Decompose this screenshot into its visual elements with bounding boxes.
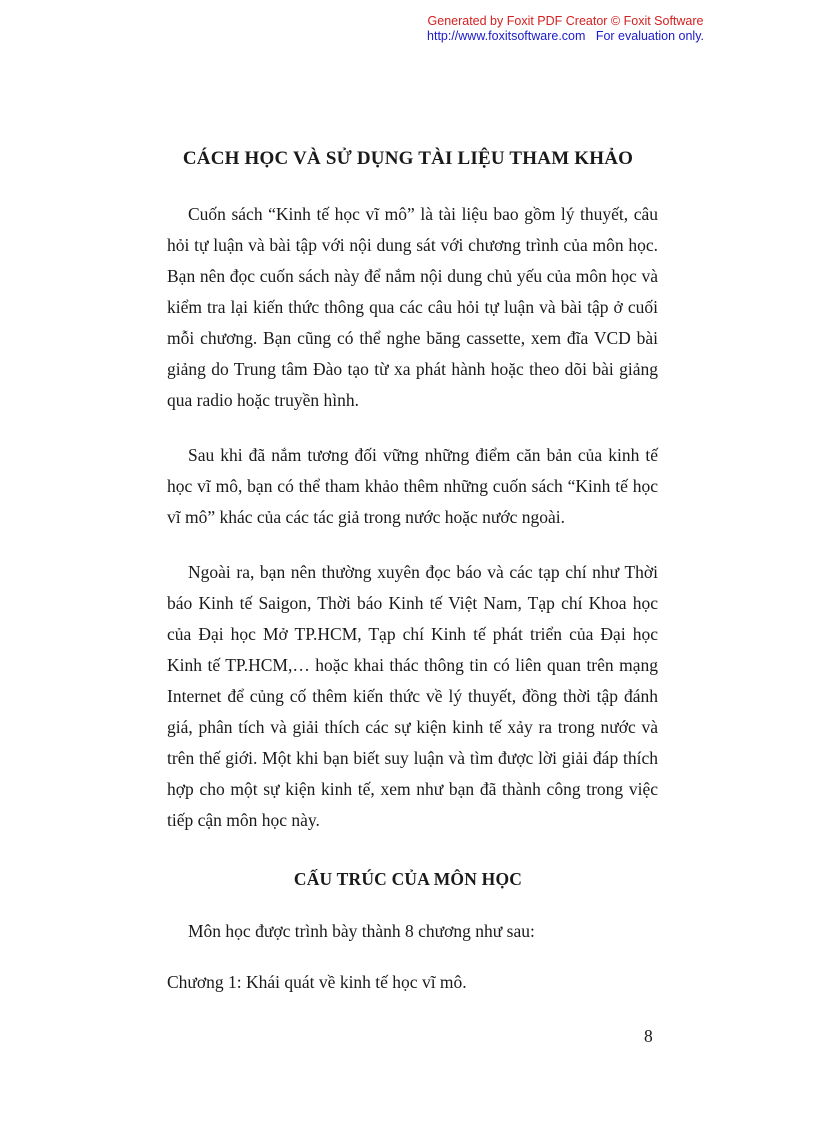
watermark-line-1: Generated by Foxit PDF Creator © Foxit Software <box>427 14 704 28</box>
chapter-1-line: Chương 1: Khái quát về kinh tế học vĩ mô. <box>167 972 467 992</box>
watermark-line-2 <box>427 29 704 44</box>
paragraph-3: Ngoài ra, bạn nên thường xuyên đọc báo và các tạp chí như Thời báo Kinh tế Saigon, Thời báo Kinh tế Việt Nam, Tạp chí Khoa học của Đại học Mở TP.HCM, Tạp chí Kinh tế phát triển của Đại học Kinh tế TP.HCM,… hoặc khai thác thông tin có liên quan trên mạng Internet để củng cố thêm kiến thức về lý thuyết, đồng thời tập đánh giá, phân tích và giải thích các sự kiện kinh tế xảy ra trong nước và trên thế giới. Một khi bạn biết suy luận và tìm được lời giải đáp thích hợp cho một sự kiện kinh tế, xem như bạn đã thành công trong việc tiếp cận môn học này. <box>167 562 658 830</box>
watermark-link[interactable]: http://www.foxitsoftware.com <box>427 29 586 43</box>
paragraph-2: Sau khi đã nắm tương đối vững những điểm căn bản của kinh tế học vĩ mô, bạn có thể tham khảo thêm những cuốn sách “Kinh tế học vĩ mô” khác của các tác giả trong nước hoặc nước ngoài. <box>167 445 658 527</box>
structure-intro: Môn học được trình bày thành 8 chương như sau: <box>188 921 535 941</box>
foxit-watermark <box>427 14 704 44</box>
paragraph-1: Cuốn sách “Kinh tế học vĩ mô” là tài liệu bao gồm lý thuyết, câu hỏi tự luận và bài tập với nội dung sát với chương trình của môn học. Bạn nên đọc cuốn sách này để nắm nội dung chủ yếu của môn học và kiểm tra lại kiến thức thông qua các câu hỏi tự luận và bài tập ở cuối mỗi chương. Bạn cũng có thể nghe băng cassette, xem đĩa VCD bài giảng do Trung tâm Đào tạo từ xa phát hành hoặc theo dõi bài giảng qua radio hoặc truyền hình. <box>167 204 658 410</box>
page-number: 8 <box>644 1026 653 1046</box>
page-title: CÁCH HỌC VÀ SỬ DỤNG TÀI LIỆU THAM KHẢO <box>182 148 634 169</box>
watermark-evaluation-note: For evaluation only. <box>595 29 704 43</box>
section-heading-structure: CẤU TRÚC CỦA MÔN HỌC <box>293 869 523 889</box>
